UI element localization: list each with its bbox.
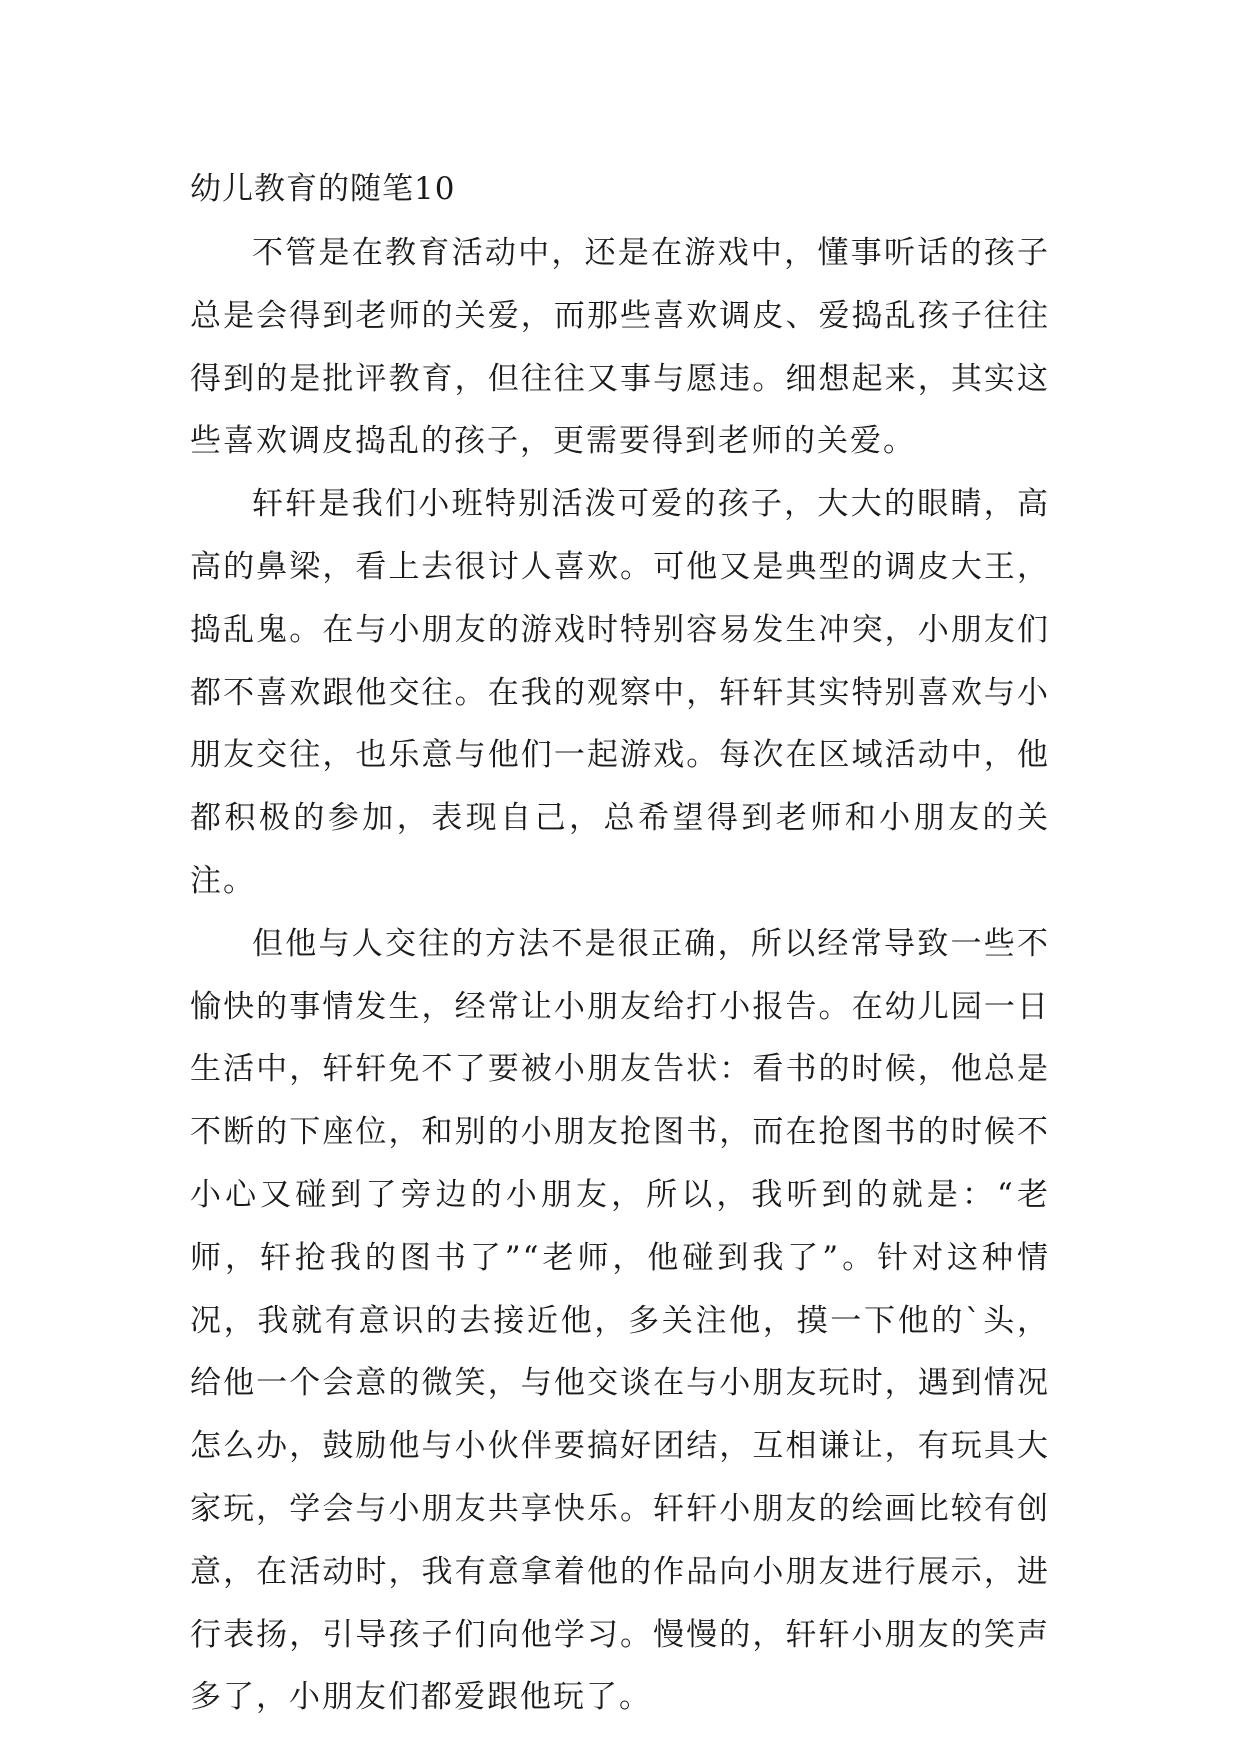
paragraph-3: 但他与人交往的方法不是很正确，所以经常导致一些不愉快的事情发生，经常让小朋友给打小报告。在幼儿园一日生活中，轩轩免不了要被小朋友告状：看书的时候，他总是不断的下座位，和别的小朋友抢图书，而在抢图书的时候不小心又碰到了旁边的小朋友，所以，我听到的就是：“老师，轩抢我的图书了”“老师，他碰到我了”。针对这种情况，我就有意识的去接近他，多关注他，摸一下他的`头，给他一个会意的微笑，与他交谈在与小朋友玩时，遇到情况怎么办，鼓励他与小伙伴要搞好团结，互相谦让，有玩具大家玩，学会与小朋友共享快乐。轩轩小朋友的绘画比较有创意，在活动时，我有意拿着他的作品向小朋友进行展示，进行表扬，引导孩子们向他学习。慢慢的，轩轩小朋友的笑声多了，小朋友们都爱跟他玩了。 (190, 925, 1050, 1716)
paragraph-1: 不管是在教育活动中，还是在游戏中，懂事听话的孩子总是会得到老师的关爱，而那些喜欢调皮、爱捣乱孩子往往得到的是批评教育，但往往又事与愿违。细想起来，其实这些喜欢调皮捣乱的孩子，更需要得到老师的关爱。 (190, 235, 1050, 460)
paragraph-2: 轩轩是我们小班特别活泼可爱的孩子，大大的眼睛，高高的鼻梁，看上去很讨人喜欢。可他又是典型的调皮大王，捣乱鬼。在与小朋友的游戏时特别容易发生冲突，小朋友们都不喜欢跟他交往。在我的观察中，轩轩其实特别喜欢与小朋友交往，也乐意与他们一起游戏。每次在区域活动中，他都积极的参加，表现自己，总希望得到老师和小朋友的关注。 (190, 486, 1050, 899)
document-body (190, 166, 1050, 1729)
document-title: 幼儿教育的随笔10 (190, 171, 456, 207)
